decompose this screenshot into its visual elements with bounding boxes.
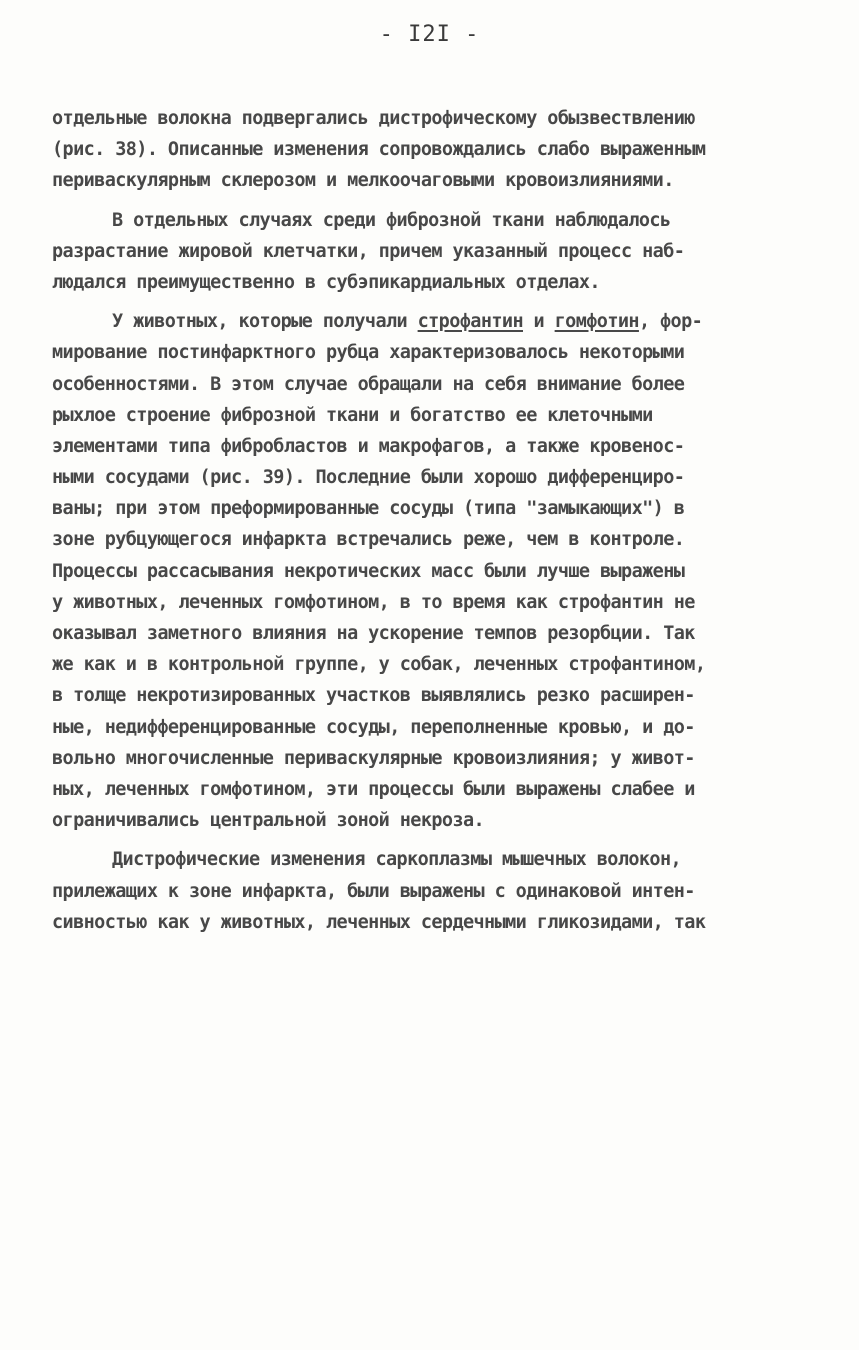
text-line: рыхлое строение фиброзной ткани и богатство ее клеточными [52, 404, 653, 426]
text-line: периваскулярным склерозом и мелкоочаговыми кровоизлияниями. [52, 170, 674, 192]
text-line: особенностями. В этом случае обращали на себя внимание более [52, 373, 685, 395]
text-line: разрастание жировой клетчатки, причем указанный процесс наб- [52, 240, 685, 262]
text-line: Процессы рассасывания некротических масс были лучше выражены [52, 560, 685, 582]
text-line: В отдельных случаях среди фиброзной ткани наблюдалось [112, 209, 671, 231]
text-line: вольно многочисленные периваскулярные кровоизлияния; у живот- [52, 747, 695, 769]
text-fragment: У животных, которые получали [112, 311, 418, 333]
paragraph [52, 844, 822, 938]
text-line: Дистрофические изменения саркоплазмы мышечных волокон, [112, 849, 682, 871]
page-number: - I2I - [379, 22, 480, 47]
text-line: оказывал заметного влияния на ускорение темпов резорбции. Так [52, 623, 695, 644]
text-fragment: и [523, 311, 555, 333]
text-line: ными сосудами (рис. 39). Последние были хорошо дифференциро- [52, 467, 685, 489]
text-line: у животных, леченных гомфотином, в то время как строфантин не [52, 591, 695, 613]
text-line: зоне рубцующегося инфаркта встречались реже, чем в контроле. [52, 529, 685, 551]
paragraph [52, 103, 822, 197]
underlined-drug-name: гомфотин [554, 311, 639, 333]
text-line: прилежащих к зоне инфаркта, были выражены с одинаковой интен- [52, 880, 695, 902]
paragraph [52, 306, 822, 836]
text-line: ные, недифференцированные сосуды, переполненные кровью, и до- [52, 716, 695, 738]
paragraph [52, 205, 822, 299]
body-text [52, 103, 822, 938]
text-line: же как и в контрольной группе, у собак, леченных строфантином, [52, 654, 706, 676]
text-line [52, 306, 822, 337]
text-line: сивностью как у животных, леченных сердечными гликозидами, так [52, 911, 706, 933]
text-line: людался преимущественно в субэпикардиальных отделах. [52, 271, 600, 293]
text-fragment: , фор- [638, 311, 703, 333]
text-line: (рис. 38). Описанные изменения сопровождались слабо выраженным [52, 139, 706, 161]
text-line: мирование постинфарктного рубца характеризовалось некоторыми [52, 342, 685, 364]
text-line: ваны; при этом преформированные сосуды (типа "замыкающих") в [52, 498, 685, 520]
underlined-drug-name: строфантин [417, 311, 523, 333]
text-line: ограничивались центральной зоной некроза. [52, 810, 485, 832]
text-line: ных, леченных гомфотином, эти процессы были выражены слабее и [52, 778, 695, 800]
text-line: отдельные волокна подвергались дистрофическому обызвествлению [52, 108, 695, 129]
text-line: в толще некротизированных участков выявлялись резко расширен- [52, 685, 695, 707]
text-line: элементами типа фибробластов и макрофагов, а также кровенос- [52, 435, 685, 457]
